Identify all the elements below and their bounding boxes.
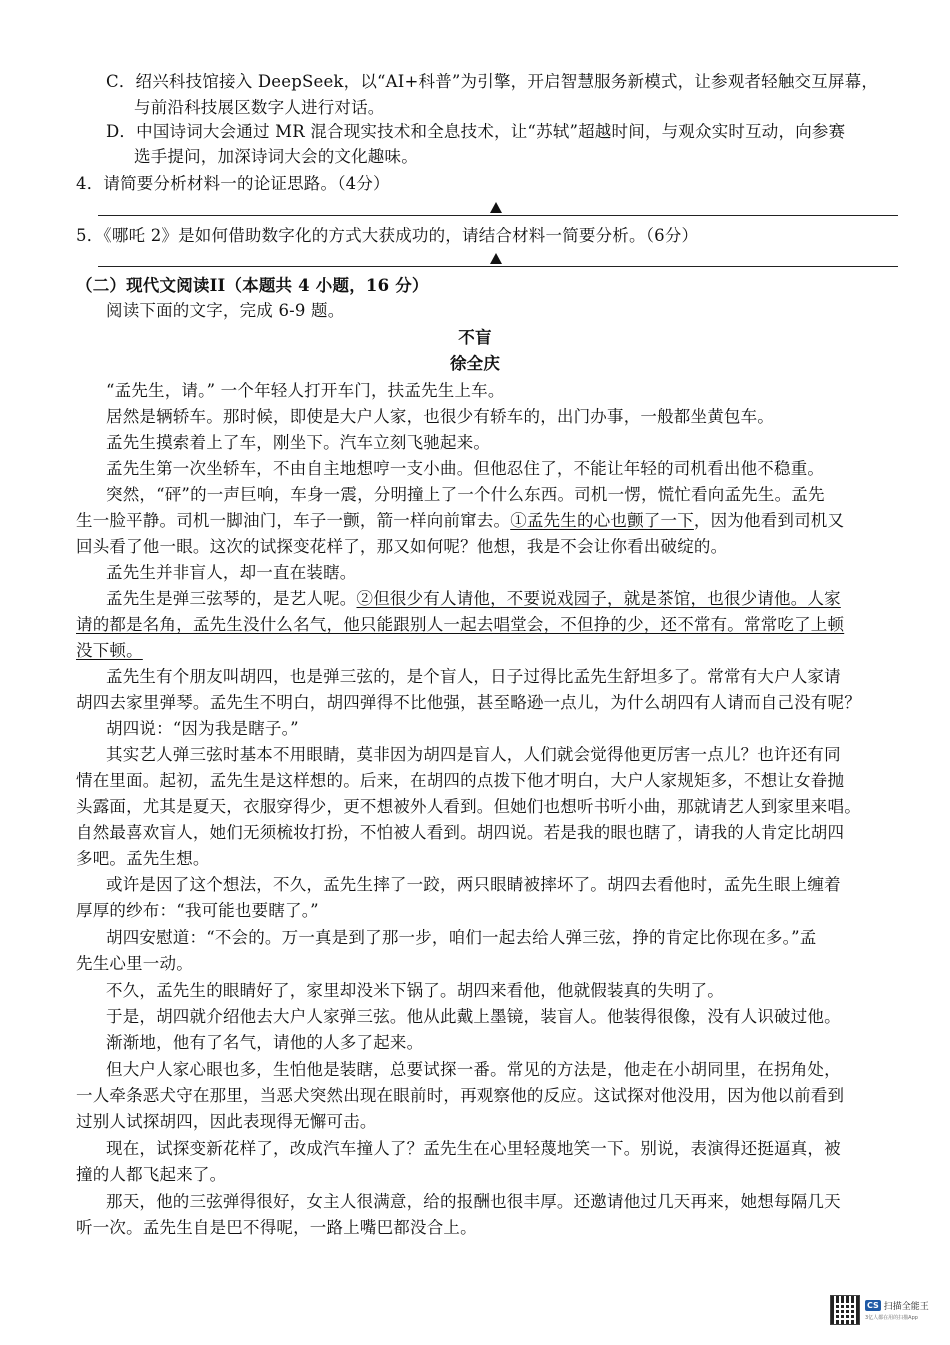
paragraph-line: 或许是因了这个想法，不久，孟先生摔了一跤，两只眼睛被摔坏了。胡四去看他时，孟先生眼上缠着: [106, 875, 841, 894]
paragraph-line: 孟先生第一次坐轿车，不由自主地想哼一支小曲。但他忍住了，不能让年轻的司机看出他不稳重。: [106, 459, 825, 478]
question-5: 5．《哪吒 2》是如何借助数字化的方式大获成功的，请结合材料一简要分析。（6分）: [76, 226, 699, 245]
section-heading: （二）现代文阅读II（本题共 4 小题，16 分）: [76, 276, 429, 295]
paragraph-line: 自然最喜欢盲人，她们无须梳妆打扮，不怕被人看到。胡四说。若是我的眼也瞎了，请我的人肯定比胡四: [76, 823, 845, 842]
underlined-sentence-1: ①孟先生的心也颤了一下: [510, 511, 694, 530]
paragraph-line: 不久，孟先生的眼睛好了，家里却没米下锅了。胡四来看他，他就假装真的失明了。: [106, 981, 724, 1000]
paragraph-line: 那天，他的三弦弹得很好，女主人很满意，给的报酬也很丰厚。还邀请他过几天再来，她想每隔几天: [106, 1192, 841, 1211]
paragraph-line: 胡四去家里弹琴。孟先生不明白，胡四弹得不比他强，甚至略逊一点儿，为什么胡四有人请而自己没有呢？: [76, 693, 861, 712]
section-instruction: 阅读下面的文字，完成 6-9 题。: [106, 301, 345, 320]
paragraph-line: 多吧。孟先生想。: [76, 849, 210, 868]
answer-marker-triangle: [490, 202, 502, 213]
paragraph-text: 生一脸平静。司机一脚油门，车子一颤，箭一样向前窜去。: [76, 511, 511, 530]
paragraph-line: 先生心里一动。: [76, 954, 193, 973]
article-author: 徐全庆: [449, 354, 501, 373]
question-4: 4．请简要分析材料一的论证思路。（4分）: [76, 174, 390, 193]
paragraph-line: 一人牵条恶犬守在那里，当恶犬突然出现在眼前时，再观察他的反应。这试探对他没用，因为他以前看到: [76, 1086, 845, 1105]
paragraph-line: 头露面，尤其是夏天，衣服穿得少，更不想被外人看到。但她们也想听书听小曲，那就请艺人到家里来唱。: [76, 797, 861, 816]
paragraph-line: [76, 509, 844, 533]
option-c-line-1: C．绍兴科技馆接入 DeepSeek，以“AI+科普”为引擎，开启智慧服务新模式，让参观者轻触交互屏幕，: [106, 72, 879, 91]
paragraph-text: 孟先生是弹三弦琴的，是艺人呢。: [106, 589, 357, 608]
paragraph-line: 于是，胡四就介绍他去大户人家弹三弦。他从此戴上墨镜，装盲人。他装得很像，没有人识破过他。: [106, 1007, 841, 1026]
paragraph-line: 其实艺人弹三弦时基本不用眼睛，莫非因为胡四是盲人，人们就会觉得他更厉害一点儿？也许还有同: [106, 745, 841, 764]
option-d-line-2: 选手提问，加深诗词大会的文化趣味。: [134, 147, 418, 166]
scanner-logo: [865, 1299, 929, 1321]
paragraph-line: 孟先生并非盲人，却一直在装瞎。: [106, 563, 357, 582]
underlined-sentence-2-cont: 请的都是名角，孟先生没什么名气，他只能跟别人一起去唱堂会，不但挣的少，还不常有。常常吃了上顿: [76, 615, 845, 634]
paragraph-line: 胡四说：“因为我是瞎子。”: [106, 719, 299, 738]
paragraph-line: 突然，“砰”的一声巨响，车身一震，分明撞上了一个什么东西。司机一愣，慌忙看向孟先生。孟先: [106, 485, 825, 504]
paragraph-line: 孟先生摸索着上了车，刚坐下。汽车立刻飞驰起来。: [106, 433, 491, 452]
scanner-tagline: 3亿人都在用的扫描App: [865, 1315, 918, 1321]
paragraph-line: [76, 639, 143, 663]
paragraph-line: 撞的人都飞起来了。: [76, 1165, 227, 1184]
option-d-line-1: D．中国诗词大会通过 MR 混合现实技术和全息技术，让“苏轼”超越时间，与观众实时互动，向参赛: [106, 122, 846, 141]
paragraph-line: 听一次。孟先生自是巴不得呢，一路上嘴巴都没合上。: [76, 1218, 477, 1237]
paragraph-line: [106, 587, 841, 611]
scanner-app-name: 扫描全能王: [883, 1302, 929, 1312]
paragraph-line: 居然是辆轿车。那时候，即使是大户人家，也很少有轿车的，出门办事，一般都坐黄包车。: [106, 407, 774, 426]
paragraph-text: ，因为他看到司机又: [693, 511, 845, 530]
camscanner-badge: CS: [867, 1301, 879, 1310]
paragraph-line: 但大户人家心眼也多，生怕他是装瞎，总要试探一番。常见的方法是，他走在小胡同里，在拐角处，: [106, 1060, 841, 1079]
article-title: 不盲: [458, 328, 492, 347]
paragraph-line: 渐渐地，他有了名气，请他的人多了起来。: [106, 1033, 424, 1052]
paragraph-line: [76, 613, 844, 637]
option-c-line-2: 与前沿科技展区数字人进行对话。: [134, 98, 385, 117]
answer-line-q4: [98, 215, 898, 216]
paragraph-line: 现在，试探变新花样了，改成汽车撞人了？孟先生在心里轻蔑地笑一下。别说，表演得还挺逼真，被: [106, 1139, 841, 1158]
paragraph-line: 情在里面。起初，孟先生是这样想的。后来，在胡四的点拨下他才明白，大户人家规矩多，不想让女眷抛: [76, 771, 845, 790]
paragraph-line: 厚厚的纱布：“我可能也要瞎了。”: [76, 901, 319, 920]
scanner-watermark: [830, 1292, 930, 1328]
underlined-sentence-2: ②但很少有人请他，不要说戏园子，就是茶馆，也很少请他。人家: [356, 589, 841, 608]
paragraph-line: 胡四安慰道：“不会的。万一真是到了那一步，咱们一起去给人弹三弦，挣的肯定比你现在多。”孟: [106, 928, 817, 947]
paragraph-line: 孟先生有个朋友叫胡四，也是弹三弦的，是个盲人，日子过得比孟先生舒坦多了。常常有大户人家请: [106, 667, 841, 686]
answer-marker-triangle: [490, 253, 502, 264]
answer-line-q5: [98, 266, 898, 267]
paragraph-line: 回头看了他一眼。这次的试探变花样了，那又如何呢？他想，我是不会让你看出破绽的。: [76, 537, 728, 556]
underlined-sentence-2-end: 没下顿。: [76, 641, 143, 660]
paragraph-line: “孟先生，请。” 一个年轻人打开车门，扶孟先生上车。: [106, 381, 505, 400]
paragraph-line: 过别人试探胡四，因此表现得无懈可击。: [76, 1112, 377, 1131]
qr-code-icon: [830, 1295, 860, 1325]
